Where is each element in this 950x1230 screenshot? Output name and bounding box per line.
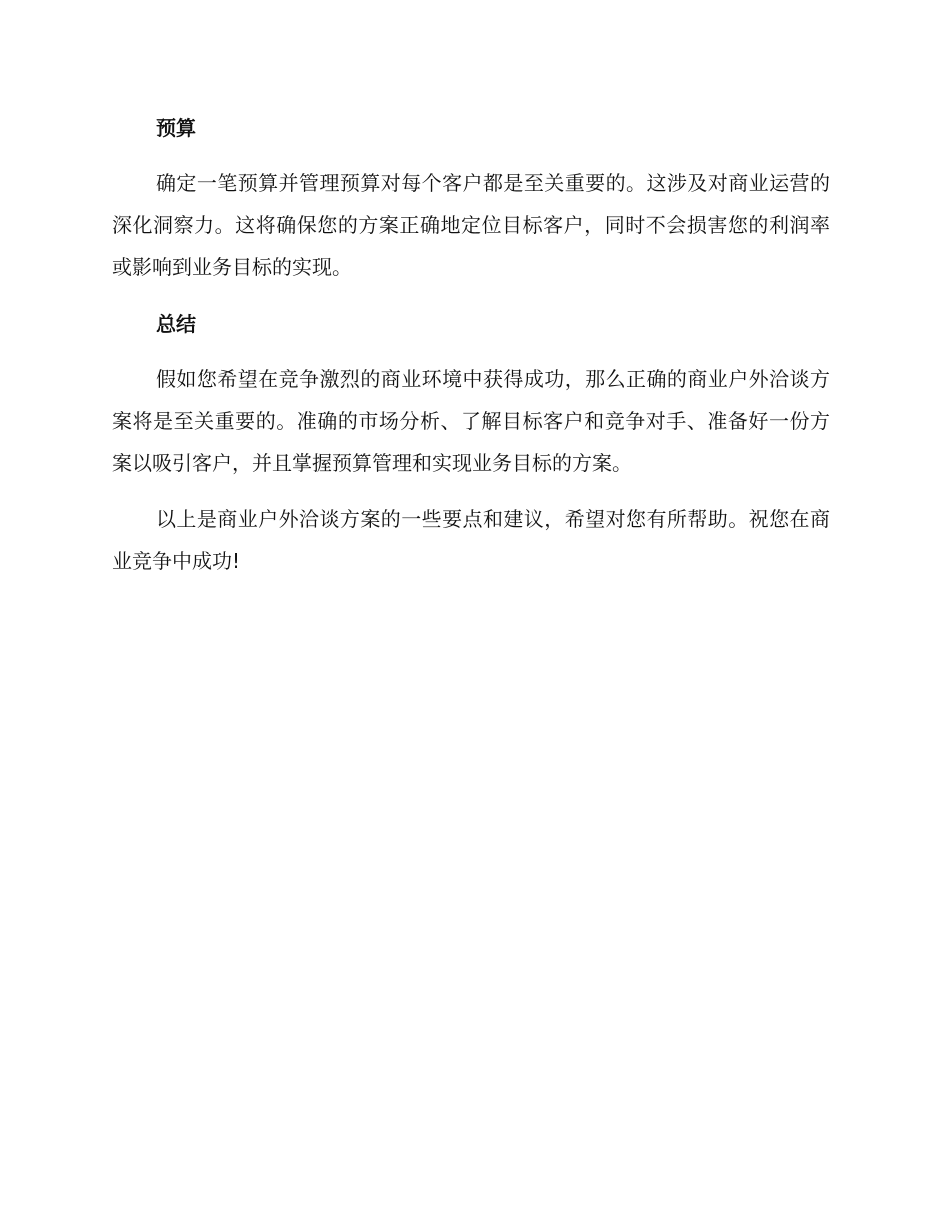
budget-paragraph: 确定一笔预算并管理预算对每个客户都是至关重要的。这涉及对商业运营的深化洞察力。这将确保您的方案正确地定位目标客户，同时不会损害您的利润率或影响到业务目标的实现。 xyxy=(112,171,830,279)
section-heading-summary: 总结 xyxy=(156,312,196,336)
summary-paragraph-1: 假如您希望在竞争激烈的商业环境中获得成功，那么正确的商业户外洽谈方案将是至关重要的。准确的市场分析、了解目标客户和竞争对手、准备好一份方案以吸引客户，并且掌握预算管理和实现业务目标的方案。 xyxy=(112,367,830,475)
document-page xyxy=(112,108,830,596)
section-heading-budget: 预算 xyxy=(156,116,196,140)
summary-paragraph-2: 以上是商业户外洽谈方案的一些要点和建议，希望对您有所帮助。祝您在商业竞争中成功! xyxy=(112,507,830,573)
